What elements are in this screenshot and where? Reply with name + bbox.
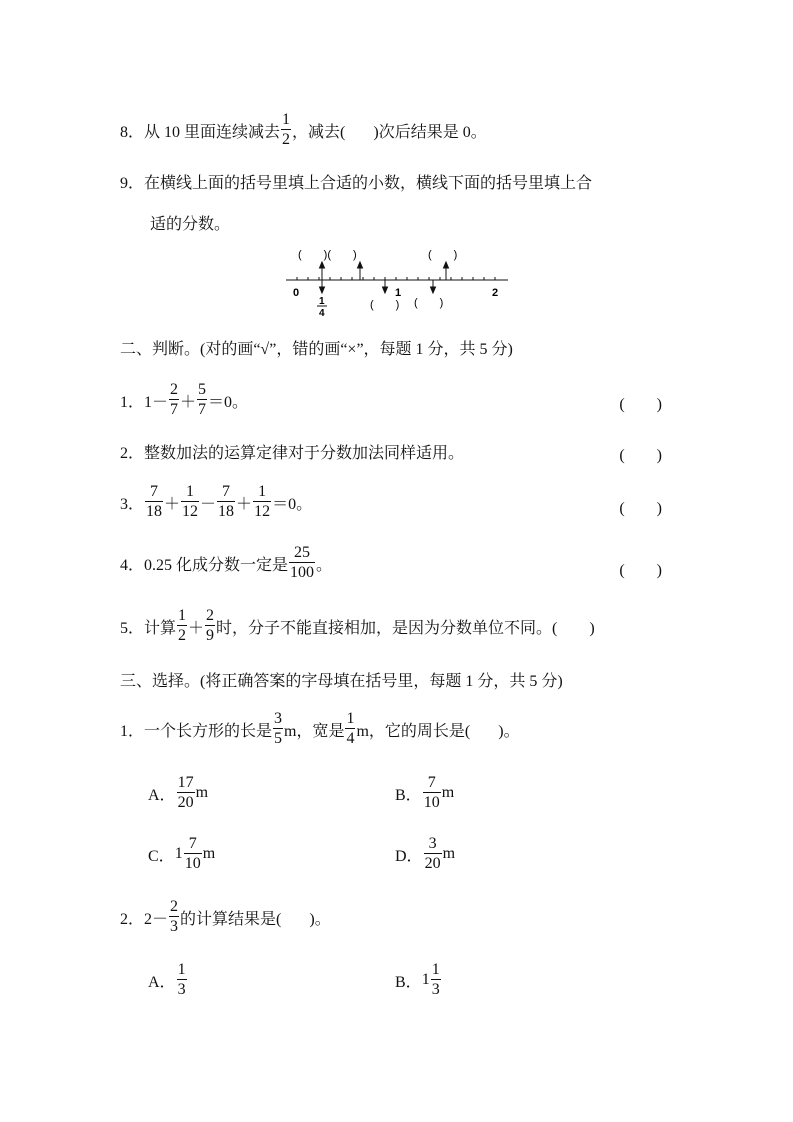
- up-arrow-3: [444, 262, 449, 280]
- up-arrow-1: [320, 262, 325, 280]
- nl-label-0: 0: [293, 287, 300, 299]
- judge-2-answer-paren[interactable]: ( ): [619, 447, 662, 464]
- choice-1-frac-width: $\frac{1}{4}$: [346, 710, 355, 747]
- section-3-title: 三、选择。(将正确答案的字母填在括号里，每题 1 分，共 5 分): [120, 673, 563, 690]
- q8-text-b: ，减去(: [292, 123, 346, 141]
- choice-1-option-a[interactable]: A． $\frac{17}{20}$ m: [148, 774, 209, 811]
- q9-line2: 适的分数。: [150, 216, 231, 233]
- nl-label-2: 2: [492, 287, 499, 299]
- number-line-figure: [280, 240, 520, 320]
- down-arrow-1: [320, 280, 325, 293]
- q8-number: 8．: [120, 123, 145, 141]
- judge-1-frac-b: $\frac{5}{7}$: [198, 381, 207, 418]
- choice-2-option-b[interactable]: B． 1 $\frac{1}{3}$: [395, 961, 440, 998]
- judge-1-frac-a: $\frac{2}{7}$: [170, 381, 179, 418]
- judge-3-frac-b: $\frac{1}{12}$: [182, 483, 199, 520]
- judge-5-frac-a: $\frac{1}{2}$: [178, 607, 187, 644]
- judge-3-answer-paren[interactable]: ( ): [619, 500, 662, 517]
- down-arrow-3: [431, 280, 436, 293]
- nl-bottom-paren-2: ( ): [414, 297, 444, 309]
- up-arrow-2: [358, 262, 363, 280]
- judge-3-frac-c: $\frac{7}{18}$: [218, 483, 235, 520]
- question-9-line2: [150, 211, 230, 234]
- judge-item-4: 4． 0.25 化成分数一定是 $\frac{25}{100}$ 。: [120, 544, 333, 581]
- question-9-line1: [120, 170, 592, 193]
- judge-item-1: 1． 1－ $\frac{2}{7}$ ＋ $\frac{5}{7}$ ＝0。: [120, 381, 249, 418]
- nl-quarter-den: 4: [319, 308, 325, 319]
- judge-item-5: 5． 计算 $\frac{1}{2}$ ＋ $\frac{2}{9}$ 时，分子不能直接相加，是因为分数单位不同。( ): [120, 607, 595, 644]
- choice-1-option-c[interactable]: C． 1 $\frac{7}{10}$ m: [148, 835, 216, 872]
- judge-3-frac-a: $\frac{7}{18}$: [146, 483, 163, 520]
- judge-1-answer-paren[interactable]: ( ): [619, 396, 662, 413]
- choice-2-option-a[interactable]: A． $\frac{1}{3}$: [148, 961, 186, 998]
- nl-top-paren-2: ( ): [428, 249, 458, 261]
- q9-number: 9．: [120, 175, 145, 192]
- q8-fraction: $\frac{1}{2}$: [282, 111, 291, 148]
- judge-item-2: 2． 整数加法的运算定律对于分数加法同样适用。: [120, 445, 465, 462]
- judge-4-answer-paren[interactable]: ( ): [619, 562, 662, 579]
- nl-top-paren-1: ( )( ): [298, 249, 357, 261]
- nl-bottom-paren-1: ( ): [370, 299, 400, 311]
- choice-1-option-b[interactable]: B． $\frac{7}{10}$ m: [395, 774, 455, 811]
- q8-text-c: )次后结果是 0。: [373, 123, 487, 141]
- section-2-title: 二、判断。(对的画“√”，错的画“×”，每题 1 分，共 5 分): [120, 341, 513, 358]
- question-8: [120, 112, 487, 148]
- q9-line1: 在横线上面的括号里填上合适的小数，横线下面的括号里填上合: [144, 175, 593, 192]
- choice-1-option-d[interactable]: D． $\frac{3}{20}$ m: [395, 835, 456, 872]
- q8-text-a: 从 10 里面连续减去: [144, 123, 281, 141]
- nl-quarter-num: 1: [319, 296, 325, 307]
- judge-3-frac-d: $\frac{1}{12}$: [254, 483, 271, 520]
- judge-5-frac-b: $\frac{2}{9}$: [206, 607, 215, 644]
- choice-question-1: 1． 一个长方形的长是 $\frac{3}{5}$ m，宽是 $\frac{1}{4}$ m，它的周长是( )。: [120, 710, 520, 747]
- nl-label-1: 1: [395, 287, 402, 299]
- judge-item-3: 3． $\frac{7}{18}$ ＋ $\frac{1}{12}$ － $\frac{7}{18}$ ＋ $\frac{1}{12}$ ＝0。: [120, 483, 313, 520]
- choice-1-frac-length: $\frac{3}{5}$: [274, 710, 283, 747]
- judge-4-frac: $\frac{25}{100}$: [290, 544, 315, 581]
- down-arrow-2: [383, 280, 388, 293]
- choice-question-2: 2． 2－ $\frac{2}{3}$ 的计算结果是( )。: [120, 898, 331, 935]
- choice-2-frac: $\frac{2}{3}$: [170, 898, 179, 935]
